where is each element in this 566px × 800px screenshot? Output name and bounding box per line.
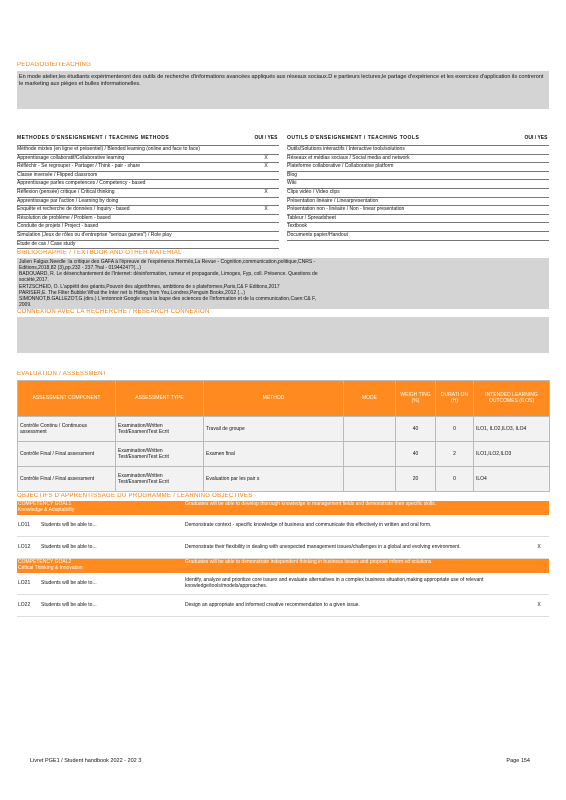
tool-row [287, 198, 549, 207]
tool-row [287, 189, 549, 198]
method-yes-mark: X [264, 206, 268, 213]
objective-who: Students will be able to... [41, 602, 97, 609]
evaluation-table [17, 380, 550, 492]
method-row [17, 146, 279, 155]
learning-objective-row [17, 595, 549, 617]
eval-method: Travail de groupe [204, 416, 344, 441]
methods-header: METHODES D'ENSEIGNEMENT / TEACHING METHODS [17, 134, 170, 141]
method-row [17, 180, 279, 189]
method-row [17, 189, 279, 198]
eval-weighting: 40 [396, 416, 436, 441]
goal-title: COMPETENCY GOAL1 [18, 500, 72, 507]
objective-text: Demonstrate their flexibility in dealing with unexpected management issues/challenges in a global and evolving environment. [185, 544, 461, 551]
connexion-heading: CONNEXION AVEC LA RECHERCHE / RESEARCH CONNEXION [17, 308, 210, 315]
pedagogie-text: En mode atelier,les étudiants expérimenteront des outils de recherche d'informations avancées appliqués aux réseaux sociaux.D e partieurs lectures,le partage d'expérience et les exercices d'application ils contreront le marketing aux pièges et bulles informationelles. [19, 74, 544, 87]
bibliography-line: société,2017. [19, 277, 49, 284]
learning-objective-row [17, 537, 549, 559]
objectives-table [17, 501, 549, 617]
tool-label: Présentation linéaire / Linearpresentation [287, 197, 379, 204]
pedagogie-text-box [17, 71, 549, 109]
tool-label: Réseaux et médias sociaux / Social media and network [287, 154, 410, 161]
methods-list [17, 146, 279, 249]
pedagogie-heading: PEDAGOGIE/TEACHING [17, 62, 92, 68]
tool-row [287, 215, 549, 224]
tool-label: Tableur / Spreadsheet [287, 214, 336, 221]
objective-id: LO22 [18, 602, 31, 609]
eval-component: Contrôle Final / Final assessment [18, 441, 116, 466]
method-yes-mark: X [264, 154, 268, 161]
bibliography-line: 2009. [19, 301, 32, 308]
method-label: Apprentissage collaboratif/Collaborative learning [17, 154, 125, 161]
eval-component: Contrôle Continu / Continuous assessment [18, 416, 116, 441]
tool-row [287, 146, 549, 155]
method-label: Réfléchir - Se regrouper - Partager / Think - pair - share [17, 163, 141, 170]
eval-header-type: ASSESSMENT TYPE [116, 380, 204, 416]
bibliography-line: Julien Falgas.Needle :la critique des GAFA à l'épreuve de l'expérience.Hermès,La Revue - Cognition,communication,politique,CNRS - [19, 259, 316, 266]
objective-text: Demonstrate context - specific knowledge of business and communicate this effectively in written and oral form. [185, 522, 432, 529]
eval-type: Examination/Written Test/Examen/Test Ecrit [116, 466, 204, 491]
competency-goal-row [17, 501, 549, 515]
method-yes-mark: X [264, 163, 268, 170]
tool-label: Clips vidéo / Video clips [287, 188, 340, 195]
eval-mode [344, 441, 396, 466]
method-label: Méthode mixtes (en ligne et présentiel) / Blended learning (online and face to face) [17, 146, 200, 152]
methods-header-row [17, 131, 279, 146]
objective-id: LO21 [18, 580, 31, 587]
competency-goal-row [17, 559, 549, 573]
eval-outcomes: ILO1,ILO2,ILO3 [474, 441, 550, 466]
method-label: Conduite de projets / Project - based [17, 223, 99, 230]
competency-goal-text: Graduates will be able to develop thorough knowledge in management fields and demonstrate their specific skills. [185, 500, 436, 507]
footer-title: Livret PGE1 / Student handbook 2022 - 202 3 [30, 758, 142, 764]
bibliographie-box [17, 258, 549, 309]
objective-who: Students will be able to... [41, 522, 97, 529]
footer-page-number: 154 [520, 758, 530, 764]
bibliography-line: PARISER,E. The Filter Bubble:What the Inter net Is Hiding from You,Londres,Penguin Books,2012 (...) [19, 289, 246, 296]
objective-id: LO11 [18, 522, 30, 529]
eval-row [18, 416, 550, 441]
objective-text: Identify, analyze and prioritize core issues and evaluate alternatives in a complex business situation,making appropriate use of relevant knowledge/tools/models/approaches. [185, 577, 484, 590]
eval-header-component: ASSESSMENT COMPONENT [18, 380, 116, 416]
method-row [17, 232, 279, 241]
tools-list [287, 146, 549, 241]
tool-row [287, 206, 549, 215]
method-row [17, 223, 279, 232]
objective-who: Students will be able to... [41, 544, 97, 551]
eval-mode [344, 416, 396, 441]
method-label: Etude de cas / Case study [17, 240, 76, 247]
competency-goal-label [17, 559, 185, 573]
footer-page [506, 758, 530, 764]
handbook-page [17, 62, 549, 617]
method-row [17, 215, 279, 224]
tool-row [287, 180, 549, 189]
learning-objective-row [17, 515, 549, 537]
objective-mark: X [537, 544, 541, 551]
bibliographie-heading: BIBLIOGRAPHIE / TEXTBOOK AND OTHER MATERIAL [17, 250, 182, 257]
tool-row [287, 223, 549, 232]
methods-column [17, 131, 279, 249]
goal-subtitle: Critical Thinking & Innovation [18, 564, 83, 571]
method-row [17, 198, 279, 207]
eval-duration: 0 [436, 466, 474, 491]
objectives-heading: OBJECTIFS D'APPRENTISSAGE DU PROGRAMME / LEARNING OBJECTIVES [17, 492, 253, 499]
method-yes-mark: X [264, 188, 268, 195]
method-label: Réflexion (pensée) critique / Critical thinking [17, 188, 115, 195]
eval-weighting: 40 [396, 441, 436, 466]
footer-page-label: Page [506, 758, 520, 764]
goal-title: COMPETENCY GOAL2 [18, 558, 72, 565]
eval-type: Examination/Written Test/Examen/Test Ecrit [116, 441, 204, 466]
method-label: Enquête et recherche de données / Inquiry - based [17, 206, 130, 213]
tool-label: Outils/Solutions interactifs / Interactive tools/solutions [287, 146, 405, 152]
tools-header-row [287, 131, 549, 146]
objective-id: LO12 [18, 544, 31, 551]
bibliography-line: BADOUARD, R. Le désenchantement de l'Internet: désinformation, rumeur et propagande, Limoges, Fyp, coll. Présence. Questions de [19, 271, 318, 278]
tool-label: Documents papier/Handout [287, 231, 348, 238]
eval-mode [344, 466, 396, 491]
method-label: Résolution de problème / Problem - based [17, 214, 111, 221]
method-label: Apprentissage parles competences / Competency - based [17, 180, 146, 187]
eval-header-mode: MODE [344, 380, 396, 416]
eval-duration: 0 [436, 416, 474, 441]
eval-outcomes: ILO4 [474, 466, 550, 491]
eval-row [18, 466, 550, 491]
tool-row [287, 232, 549, 241]
objective-who: Students will be able to... [41, 580, 97, 587]
page-footer [30, 758, 530, 764]
eval-method: Evaluation par les pair s [204, 466, 344, 491]
method-row [17, 241, 279, 250]
method-row [17, 206, 279, 215]
tool-label: Textbook [287, 223, 308, 230]
eval-component: Contrôle Final / Final assessment [18, 466, 116, 491]
competency-goal-text: Graduates will be able to demonstrate independent thinking in business issues and propose inform ed solutions. [185, 558, 433, 565]
methods-yes-header: OUI / YES [254, 134, 278, 141]
goal-subtitle: Knowledge & Adaptability [18, 506, 75, 513]
tool-row [287, 172, 549, 181]
tool-label: Wiki [287, 180, 297, 187]
methods-tools-table [17, 131, 549, 249]
eval-header-method: METHOD [204, 380, 344, 416]
eval-type: Examination/Written Test/Examen/Test Ecrit [116, 416, 204, 441]
tool-row [287, 155, 549, 164]
tool-label: Plateforme collaborative / Collaborative platform [287, 163, 394, 170]
method-row [17, 172, 279, 181]
tool-label: Blog [287, 171, 298, 178]
connexion-box [17, 317, 549, 353]
method-label: Apprentissage par l'action / Learning by doing [17, 197, 119, 204]
eval-header-duration: DURATI ON (H) [436, 380, 474, 416]
tools-header: OUTILS D'ENSEIGNEMENT / TEACHING TOOLS [287, 134, 420, 141]
bibliography-line: Editions,2018,82 (3),pp.232 - 237.?hal - 01944247?(...) [19, 265, 142, 272]
eval-header-outcomes: INTENDED LEARNING OUTCOMES (ILOS) [474, 380, 550, 416]
objective-mark: X [537, 602, 541, 609]
competency-goal-label [17, 501, 185, 515]
tool-row [287, 163, 549, 172]
eval-method: Examen final [204, 441, 344, 466]
method-label: Simulation (Jeux de rôles ou d'entreprise "serious games") / Role play [17, 231, 172, 238]
evaluation-heading: EVALUATION / ASSESSMENT [17, 370, 107, 377]
tools-column [287, 131, 549, 249]
learning-objective-row [17, 573, 549, 595]
eval-duration: 2 [436, 441, 474, 466]
tool-label: Présentation non - linéaire / Non - linear presentation [287, 206, 405, 213]
bibliography-line: SIMONNOT,B.GALLEZOT,G.(dirs.) L'entonnoir:Google sous la loupe des sciences de l'information et de la communication,Caen:C& F, [19, 295, 317, 302]
method-label: Classe inversée / Flipped classroom [17, 171, 98, 178]
objective-text: Design an appropriate and informed creative recommendation to a given issue. [185, 602, 360, 609]
eval-header-weighting: WEIGH TING (%) [396, 380, 436, 416]
bibliography-line: ERTZSCHEID, O. L'appétit des géants,Pouvoir des algorithmes, ambitions de s plateformes,Paris,C& F Editions,2017 [19, 283, 280, 290]
eval-weighting: 20 [396, 466, 436, 491]
method-row [17, 163, 279, 172]
tools-yes-header: OUI / YES [524, 134, 548, 141]
method-row [17, 155, 279, 164]
eval-outcomes: ILO1, ILO2,ILO3, ILO4 [474, 416, 550, 441]
eval-row [18, 441, 550, 466]
